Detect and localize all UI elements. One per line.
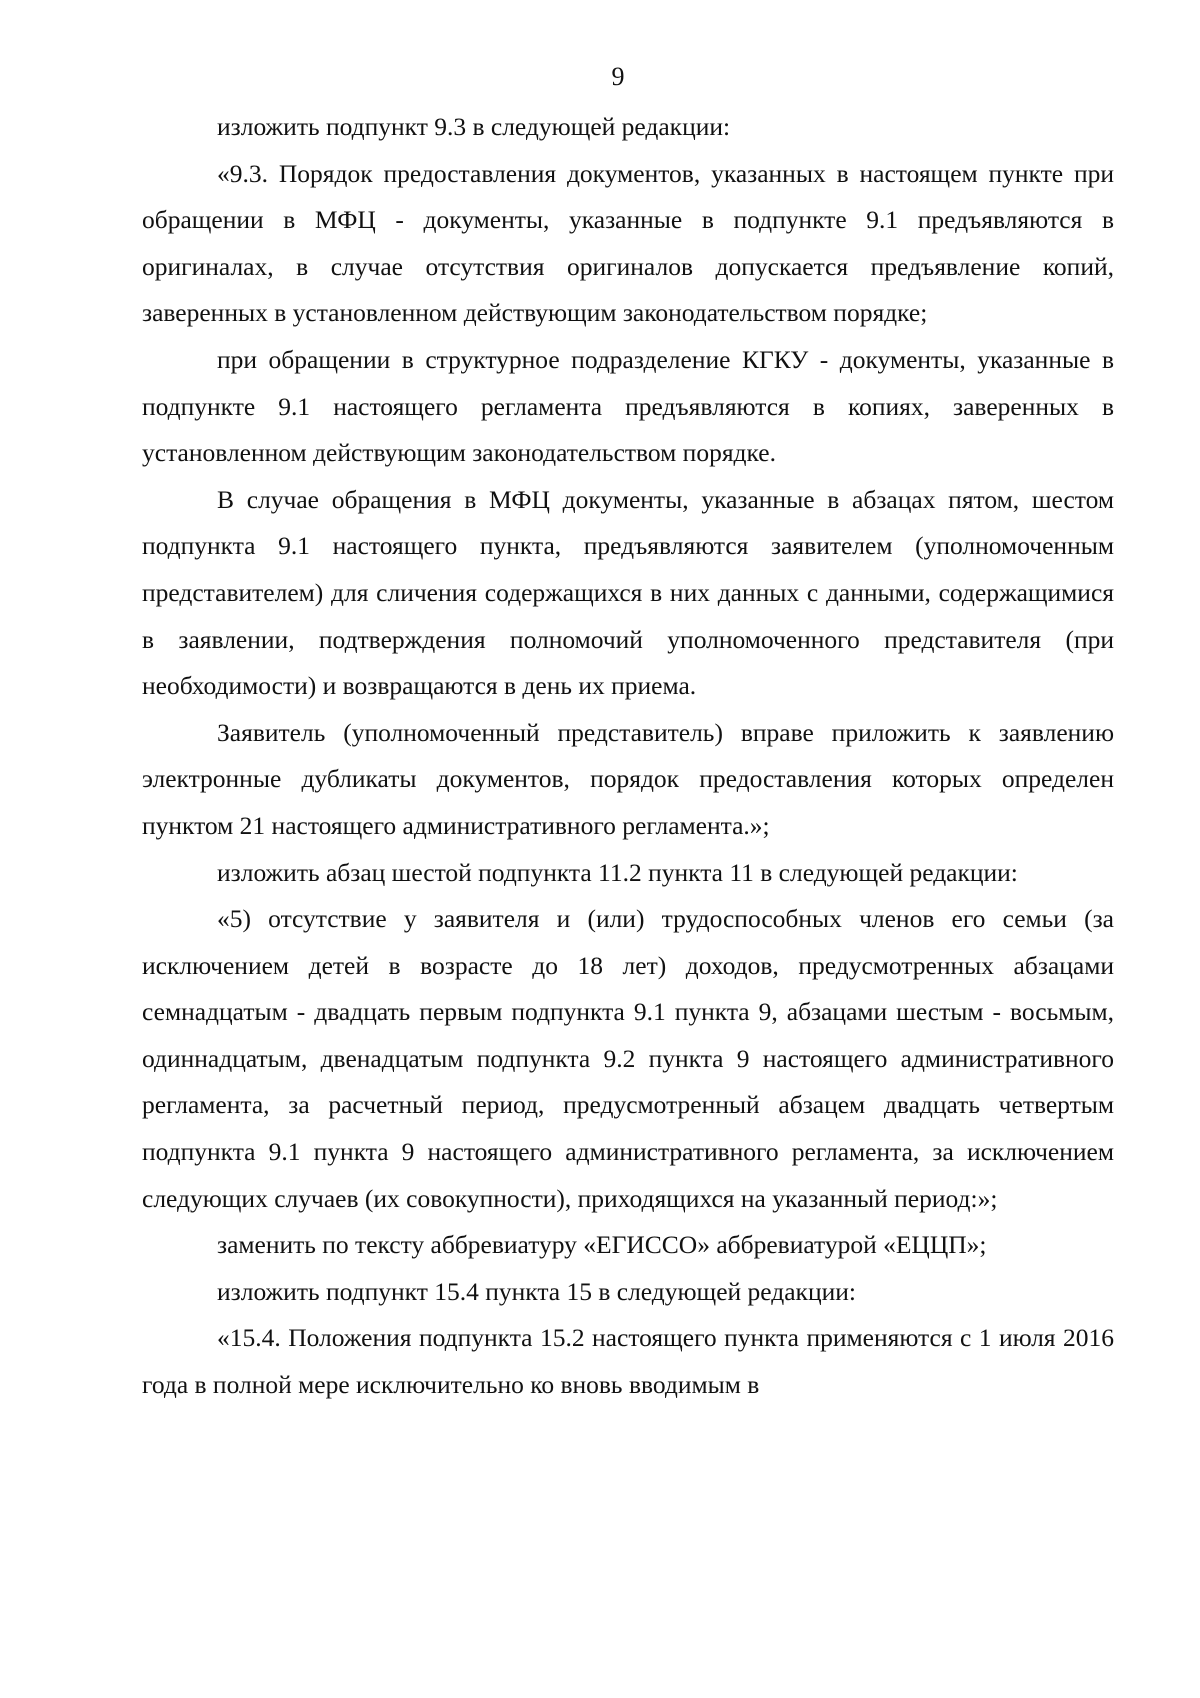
paragraph-amend-9-3-intro: изложить подпункт 9.3 в следующей редакции: — [217, 112, 731, 141]
paragraph-amend-11-2-intro: изложить абзац шестой подпункта 11.2 пункта 11 в следующей редакции: — [217, 857, 1018, 887]
paragraph-electronic-duplicates: Заявитель (уполномоченный представитель) вправе приложить к заявлению электронные дубликаты документов, порядок предоставления которых определен пунктом 21 настоящего административного регламента.»; — [142, 717, 1114, 840]
document-body — [142, 104, 1114, 1409]
page-number: 9 — [611, 62, 625, 91]
paragraph-9-3-procedure: «9.3. Порядок предоставления документов, указанных в настоящем пункте при обращении в МФЦ - документы, указанные в подпункте 9.1 предъявляются в оригиналах, в случае отсутствия оригиналов допускается предъявление копий, заверенных в установленном действующим законодательством порядке; — [142, 158, 1114, 328]
paragraph-mfc-documents: В случае обращения в МФЦ документы, указанные в абзацах пятом, шестом подпункта 9.1 настоящего пункта, предъявляются заявителем (уполномоченным представителем) для сличения содержащихся в них данных с данными, содержащимися в заявлении, подтверждения полномочий уполномоченного представителя (при необходимости) и возвращаются в день их приема. — [142, 484, 1114, 701]
paragraph-kgku-documents: при обращении в структурное подразделение КГКУ - документы, указанные в подпункте 9.1 настоящего регламента предъявляются в копиях, заверенных в установленном действующим законодательством порядке. — [142, 344, 1114, 468]
paragraph-amend-15-4-intro: изложить подпункт 15.4 пункта 15 в следующей редакции: — [217, 1276, 856, 1306]
paragraph-replace-abbreviation: заменить по тексту аббревиатуру «ЕГИССО» аббревиатурой «ЕЦЦП»; — [217, 1230, 987, 1260]
paragraph-15-4-provisions: «15.4. Положения подпункта 15.2 настоящего пункта применяются с 1 июля 2016 года в полной мере исключительно ко вновь вводимым в — [142, 1323, 1114, 1400]
paragraph-11-2-point-5: «5) отсутствие у заявителя и (или) трудоспособных членов его семьи (за исключением детей в возрасте до 18 лет) доходов, предусмотренных абзацами семнадцатым - двадцать первым подпункта 9.1 пункта 9, абзацами шестым - восьмым, одиннадцатым, двенадцатым подпункта 9.2 пункта 9 настоящего административного регламента, за расчетный период, предусмотренный абзацем двадцать четвертым подпункта 9.1 пункта 9 настоящего административного регламента, за исключением следующих случаев (их совокупности), приходящихся на указанный период:»; — [142, 904, 1114, 1213]
